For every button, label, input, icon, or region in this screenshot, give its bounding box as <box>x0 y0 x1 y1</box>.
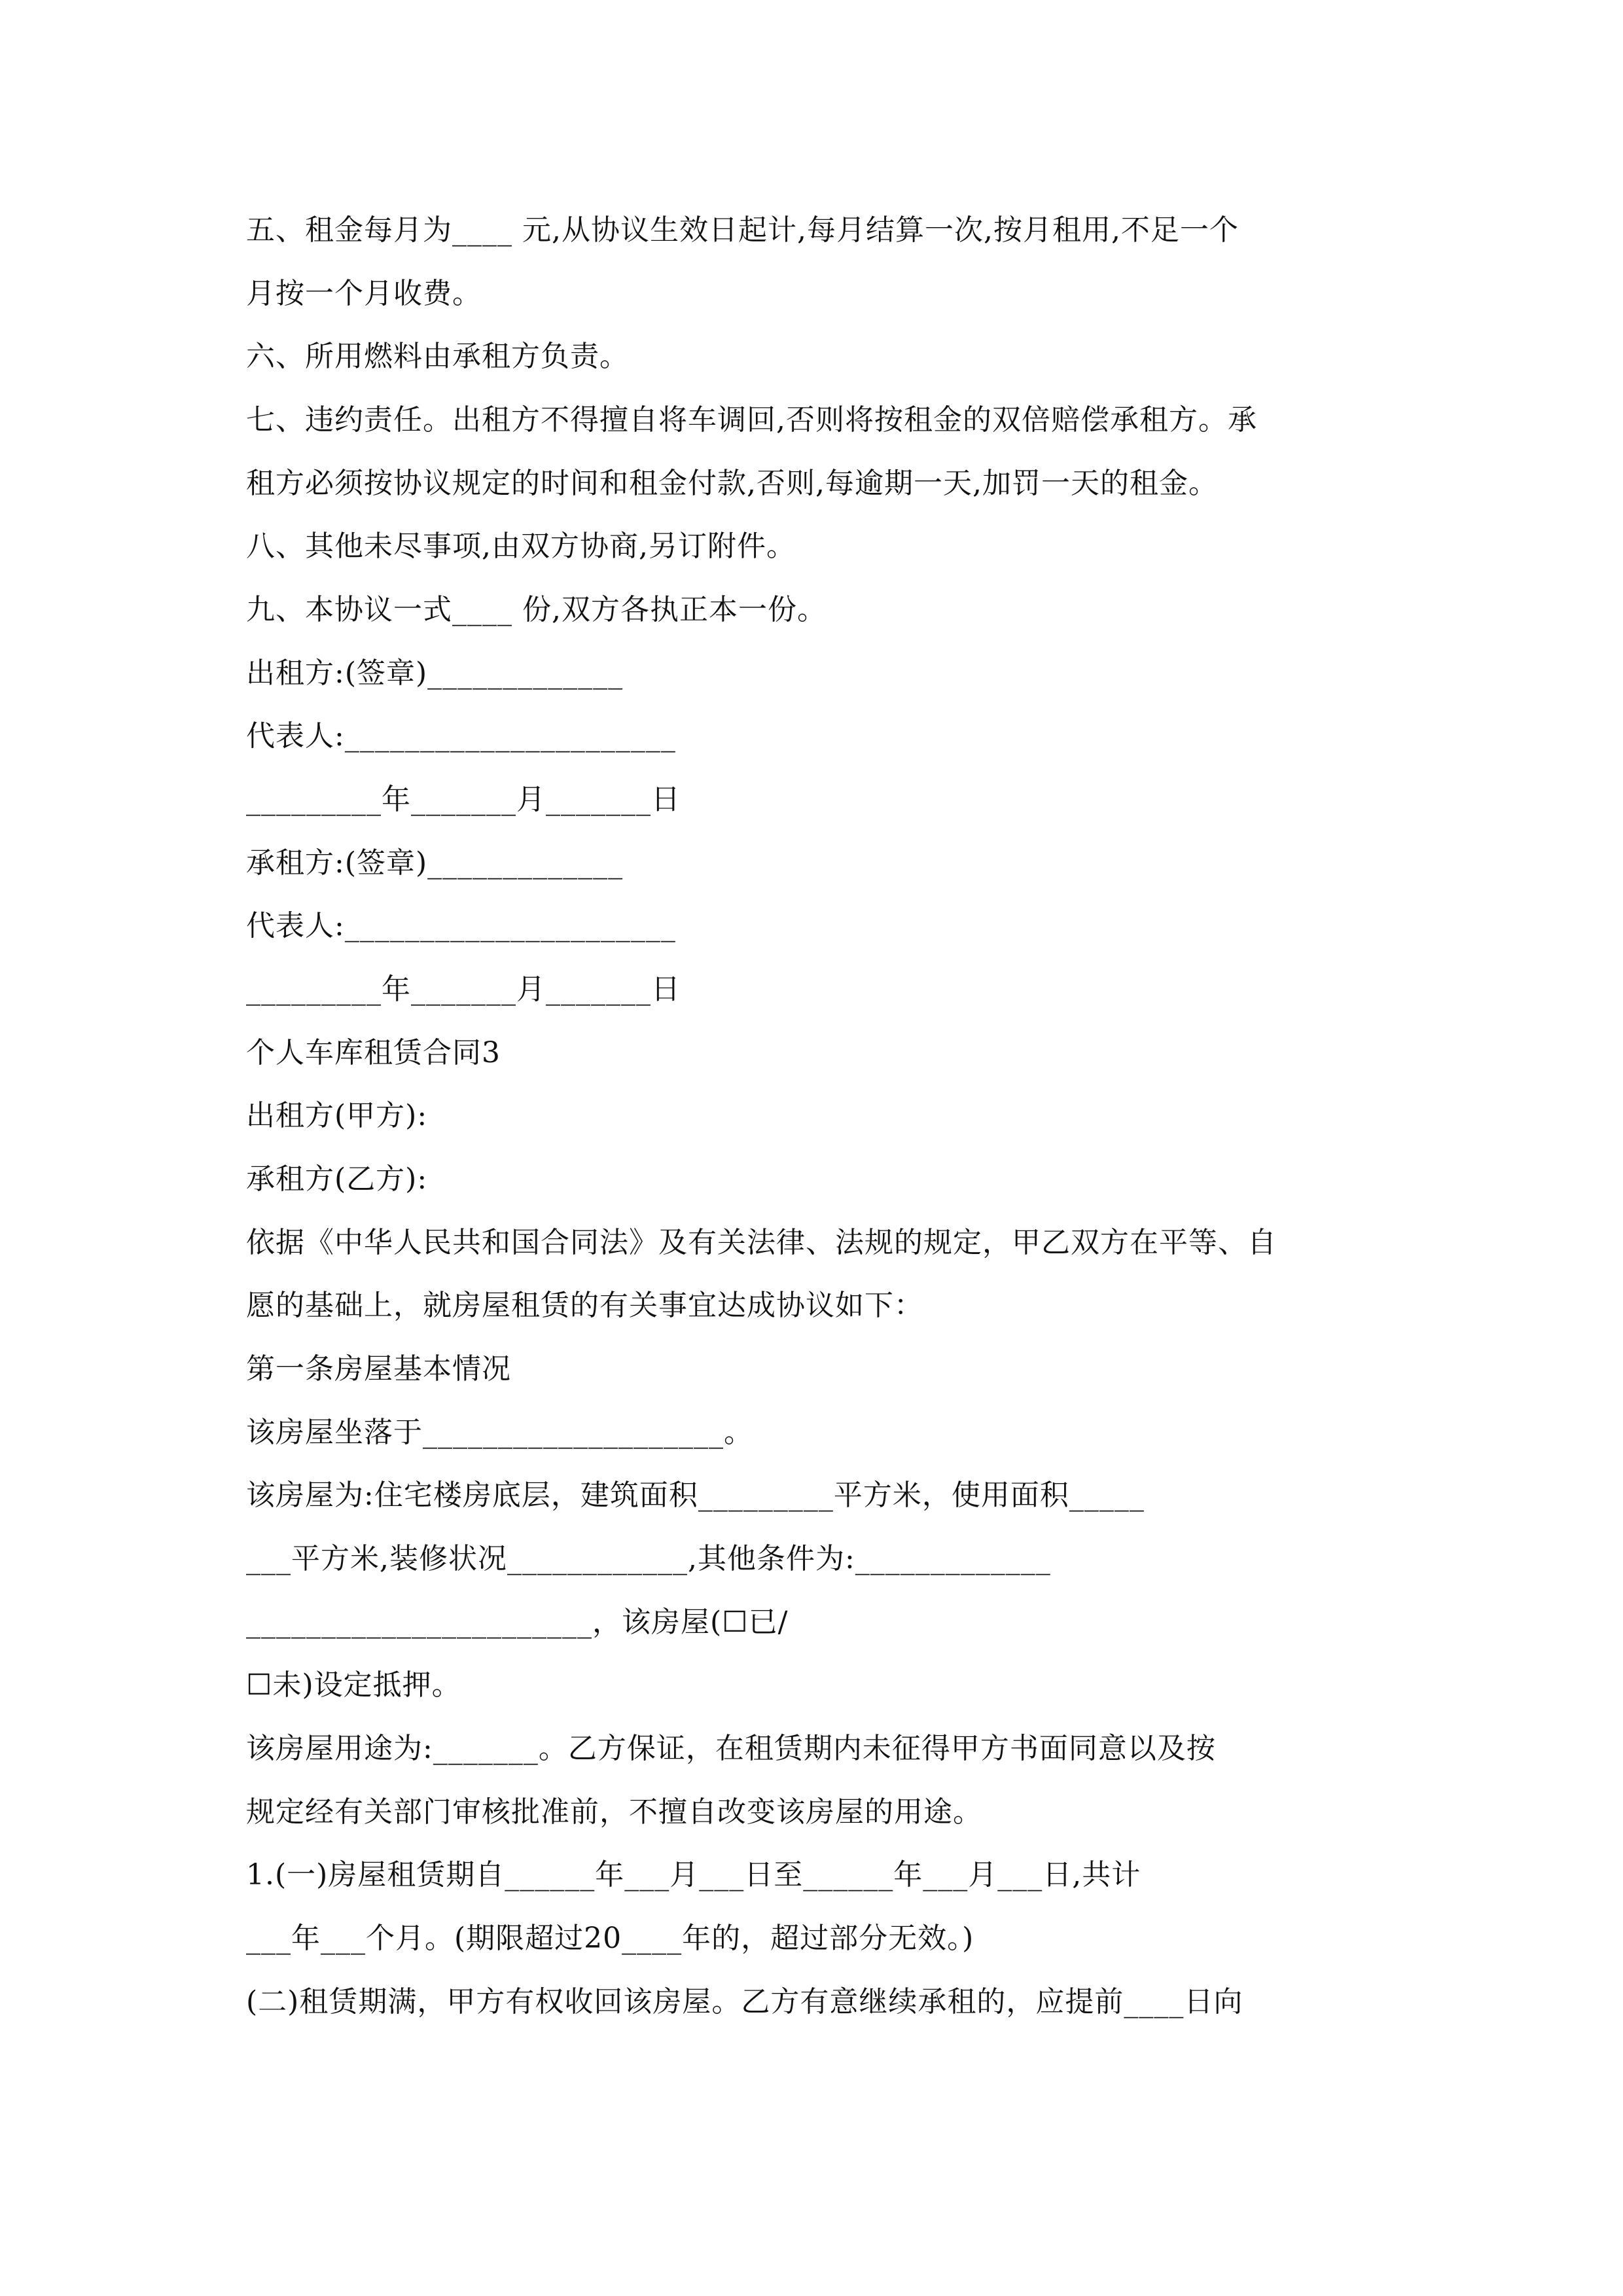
clause-5-line-1: 五、租金每月为____ 元,从协议生效日起计,每月结算一次,按月租用,不足一个 <box>246 213 1239 247</box>
clause-7-line-1: 七、违约责任。出租方不得擅自将车调回,否则将按租金的双倍赔偿承租方。承 <box>246 403 1257 437</box>
clause-8: 八、其他未尽事项,由双方协商,另订附件。 <box>246 529 796 563</box>
house-usage-line-2: 规定经有关部门审核批准前，不擅自改变该房屋的用途。 <box>246 1795 982 1829</box>
house-details-line-2: ___平方米,装修状况____________,其他条件为:_____________ <box>246 1542 1051 1575</box>
contract-title: 个人车库租赁合同3 <box>246 1036 501 1069</box>
lease-renewal: (二)租赁期满，甲方有权收回该房屋。乙方有意继续承租的，应提前____日向 <box>246 1985 1243 2018</box>
lessee-date: _________年_______月_______日 <box>246 973 681 1006</box>
lessor-representative: 代表人:______________________ <box>246 719 676 753</box>
clause-6: 六、所用燃料由承租方负责。 <box>246 340 629 373</box>
house-details-line-3: _______________________，该房屋(☐已/ <box>246 1605 789 1639</box>
house-usage-line-1: 该房屋用途为:_______。乙方保证，在租赁期内未征得甲方书面同意以及按 <box>246 1732 1216 1765</box>
house-details-line-1: 该房屋为:住宅楼房底层，建筑面积_________平方米，使用面积_____ <box>246 1479 1145 1512</box>
lessor-date: _________年_______月_______日 <box>246 783 681 816</box>
lease-term-line-2: ___年___个月。(期限超过20____年的，超过部分无效。) <box>246 1922 974 1955</box>
article-1-heading: 第一条房屋基本情况 <box>246 1352 511 1386</box>
party-b-label: 承租方(乙方): <box>246 1162 428 1196</box>
lessee-signature: 承租方:(签章)_____________ <box>246 846 624 880</box>
lessor-signature: 出租方:(签章)_____________ <box>246 656 624 690</box>
clause-5-line-2: 月按一个月收费。 <box>246 277 482 310</box>
clause-7-line-2: 租方必须按协议规定的时间和租金付款,否则,每逾期一天,加罚一天的租金。 <box>246 467 1218 500</box>
lessee-representative: 代表人:______________________ <box>246 909 676 942</box>
preamble-line-1: 依据《中华人民共和国合同法》及有关法律、法规的规定，甲乙双方在平等、自 <box>246 1226 1277 1259</box>
clause-9: 九、本协议一式____ 份,双方各执正本一份。 <box>246 593 827 626</box>
mortgage-status: ☐未)设定抵押。 <box>246 1668 461 1702</box>
house-location: 该房屋坐落于____________________。 <box>246 1416 753 1449</box>
party-a-label: 出租方(甲方): <box>246 1099 428 1132</box>
preamble-line-2: 愿的基础上，就房屋租赁的有关事宜达成协议如下： <box>246 1289 923 1322</box>
lease-term-line-1: 1.(一)房屋租赁期自______年___月___日至______年___月___日,共计 <box>246 1858 1141 1892</box>
